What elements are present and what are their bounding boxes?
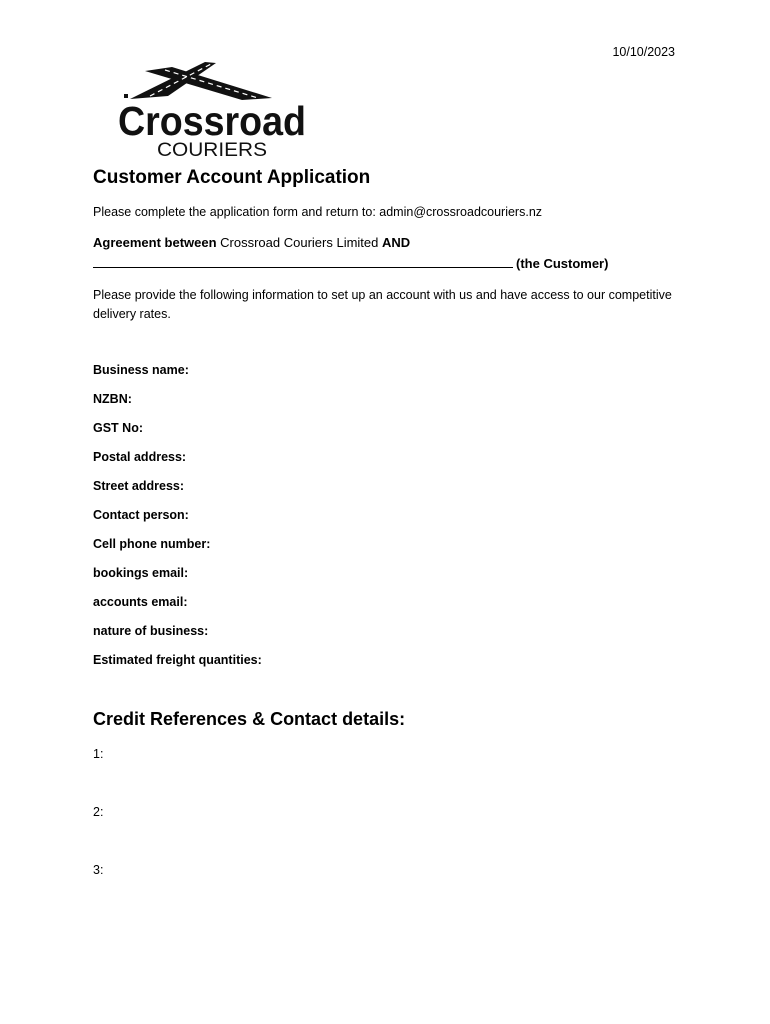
reference-item-1: 1: — [93, 747, 104, 761]
field-street-address: Street address: — [93, 479, 185, 493]
crossroad-roads-graphic — [124, 62, 272, 100]
crossroad-couriers-logo — [110, 62, 315, 160]
reference-item-3: 3: — [93, 863, 104, 877]
business-fields-list — [93, 362, 262, 681]
field-postal-address: Postal address: — [93, 450, 187, 464]
field-contact-person: Contact person: — [93, 508, 189, 522]
field-nature-of-business: nature of business: — [93, 624, 209, 638]
logo-brand-name: Crossroad — [118, 98, 306, 144]
intro-text: Please complete the application form and return to: admin@crossroadcouriers.nz — [93, 205, 543, 219]
credit-references-title: Credit References & Contact details: — [93, 709, 406, 729]
document-date: 10/10/2023 — [612, 45, 675, 59]
field-nzbn: NZBN: — [93, 392, 132, 406]
agreement-party: Crossroad Couriers Limited — [216, 235, 382, 250]
reference-item-2: 2: — [93, 805, 104, 819]
credit-references-list — [93, 746, 103, 920]
logo-brand-sub: COURIERS — [157, 140, 267, 160]
field-business-name: Business name: — [93, 363, 189, 377]
page-title: Customer Account Application — [93, 167, 371, 188]
customer-name-blank[interactable] — [93, 256, 513, 268]
agreement-line — [93, 235, 410, 250]
field-bookings-email: bookings email: — [93, 566, 189, 580]
agreement-prefix: Agreement between — [93, 235, 217, 250]
customer-name-line — [93, 256, 608, 271]
field-gst-no: GST No: — [93, 421, 143, 435]
field-cell-phone: Cell phone number: — [93, 537, 211, 551]
customer-label: (the Customer) — [516, 256, 609, 271]
provide-info-text: Please provide the following information to set up an account with us and have access to our competitive delivery rates. — [93, 288, 672, 321]
field-accounts-email: accounts email: — [93, 595, 188, 609]
field-estimated-freight: Estimated freight quantities: — [93, 653, 262, 667]
agreement-conjunction: AND — [382, 235, 411, 250]
